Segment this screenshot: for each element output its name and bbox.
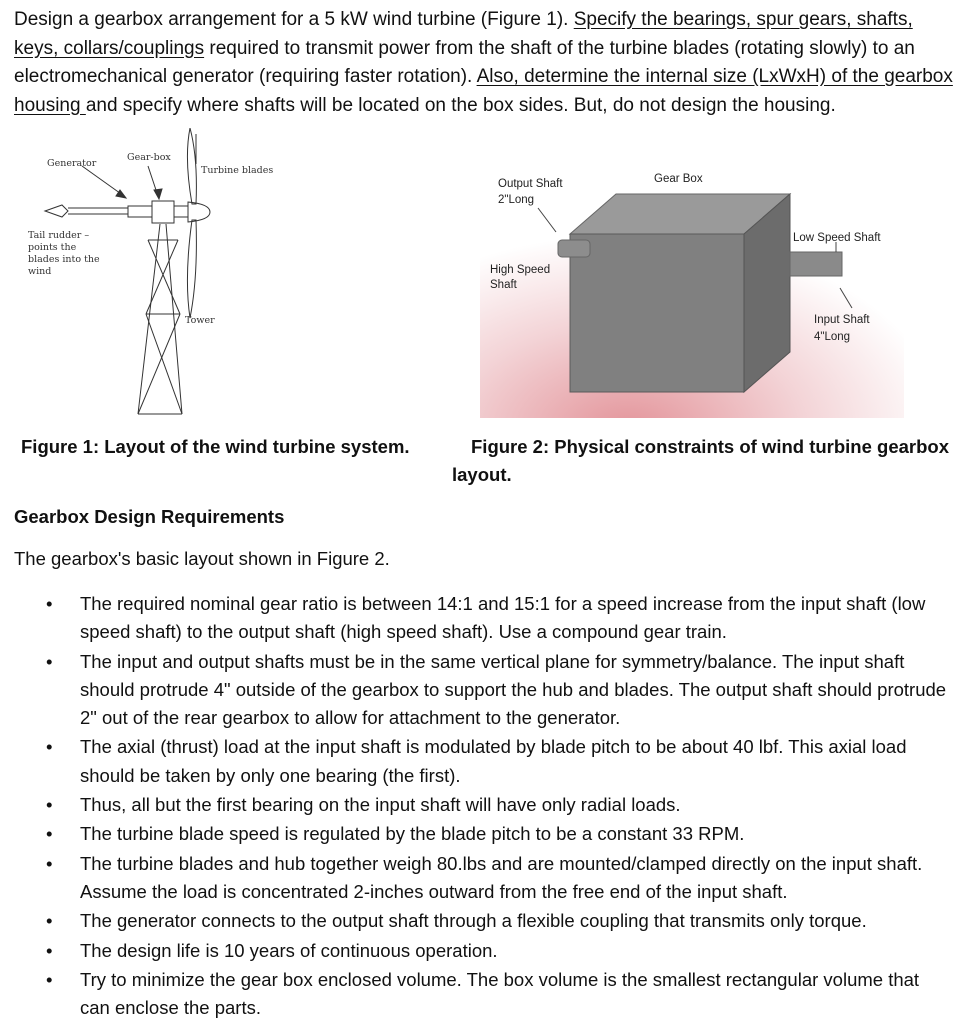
gearbox-box — [152, 201, 174, 223]
intro-text-2: required to transmit power from the shaft of the turbine blades (rotating slowly) to an electromechanical generator (requiring faster rotation). — [14, 37, 915, 87]
requirement-item: • The required nominal gear ratio is between 14:1 and 15:1 for a speed increase from the input shaft (low speed shaft) to the output shaft (high speed shaft). Use a compound gear train. — [0, 590, 968, 647]
turbine-blade-lower — [187, 220, 196, 318]
requirement-item: • Thus, all but the first bearing on the input shaft will have only radial loads. — [0, 791, 968, 819]
intro-text-3: and specify where shafts will be located on the box sides. But, do not design the housing. — [85, 94, 836, 116]
figure1-wind-turbine-drawing — [20, 128, 300, 420]
intro-underlined-2: Also, determine the internal size (LxWxH) of the gearbox housing — [14, 66, 953, 116]
requirement-item: • The input and output shafts must be in the same vertical plane for symmetry/balance. The input shaft should protrude 4" outside of the gearbox to support the hub and blades. The output shaft should protrude 2" out of the rear gearbox to allow for attachment to the generator. — [0, 648, 968, 733]
label-tail-rudder-2: points the — [28, 242, 77, 253]
generator-box — [128, 206, 152, 217]
requirements-list — [0, 590, 968, 1023]
requirement-item: • The design life is 10 years of continuous operation. — [0, 937, 968, 965]
label-tail-rudder-4: wind — [28, 266, 52, 277]
intro-paragraph — [14, 6, 958, 120]
tower-lattice — [138, 224, 182, 414]
label-gearbox: Gear-box — [127, 152, 171, 163]
figure1-caption: Figure 1: Layout of the wind turbine system. — [21, 436, 410, 457]
label-tower: Tower — [185, 315, 215, 326]
label-gear-box: Gear Box — [654, 173, 703, 185]
label-tail-rudder-3: blades into the — [28, 254, 100, 265]
label-low-speed-shaft: Low Speed Shaft — [793, 232, 881, 244]
gearbox-front-face — [570, 234, 744, 392]
requirement-item: • Try to minimize the gear box enclosed volume. The box volume is the smallest rectangular volume that can enclose the parts. — [0, 966, 968, 1023]
requirement-item: • The axial (thrust) load at the input shaft is modulated by blade pitch to be about 40 lbf. This axial load should be taken by only one bearing (the first). — [0, 733, 968, 790]
figure2-gearbox-constraints — [480, 156, 904, 418]
requirement-item: • The turbine blade speed is regulated by the blade pitch to be a constant 33 RPM. — [0, 820, 968, 848]
output-shaft — [558, 240, 590, 257]
requirements-intro: The gearbox's basic layout shown in Figure 2. — [14, 548, 390, 569]
figure2-caption-line2: layout. — [452, 464, 512, 485]
requirement-item: • The turbine blades and hub together weigh 80.lbs and are mounted/clamped directly on the input shaft. Assume the load is concentrated 2-inches outward from the free end of the input shaft. — [0, 850, 968, 907]
requirement-item: • The generator connects to the output shaft through a flexible coupling that transmits only torque. — [0, 907, 968, 935]
label-output-shaft-1: Output Shaft — [498, 178, 563, 190]
label-high-speed-2: Shaft — [490, 279, 517, 291]
turbine-blade-upper — [187, 128, 196, 204]
label-high-speed-1: High Speed — [490, 264, 551, 276]
intro-underlined-1: Specify the bearings, spur gears, shafts, keys, collars/couplings — [14, 9, 913, 59]
label-turbine-blades: Turbine blades — [201, 165, 274, 176]
label-generator: Generator — [47, 158, 97, 169]
requirements-heading: Gearbox Design Requirements — [14, 506, 285, 527]
input-shaft — [790, 252, 842, 276]
figure2-caption-line1: Figure 2: Physical constraints of wind turbine gearbox — [471, 436, 950, 457]
tail-rudder-shape — [45, 205, 68, 217]
label-input-shaft-2: 4"Long — [814, 331, 851, 343]
label-tail-rudder-1: Tail rudder – — [28, 230, 90, 241]
intro-text-1: Design a gearbox arrangement for a 5 kW wind turbine (Figure 1). — [14, 9, 574, 30]
label-input-shaft-1: Input Shaft — [814, 314, 870, 326]
hub-shape — [188, 202, 210, 222]
label-output-shaft-2: 2"Long — [498, 194, 535, 206]
